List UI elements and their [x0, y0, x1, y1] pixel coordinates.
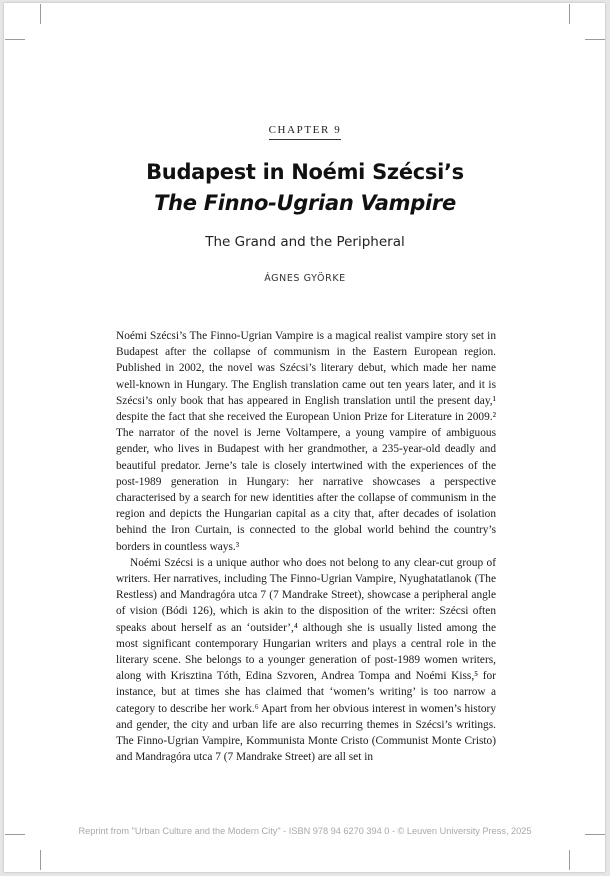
chapter-subtitle: The Grand and the Peripheral	[205, 234, 405, 250]
crop-mark	[585, 39, 605, 40]
crop-mark	[569, 4, 570, 24]
crop-mark	[5, 39, 25, 40]
crop-mark	[569, 850, 570, 870]
paragraph-2: Noémi Szécsi is a unique author who does not belong to any clear-cut group of writers. Her narratives, including The Finno-Ugrian Vampire, Nyughatatlanok (The Restless) and Mandragóra utca 7 (7 Mandrake Street), showcase a peripheral angle of vision (Bódi 126), which is akin to the disposition of the writer: Szécsi often speaks about herself as an ‘outsider’,⁴ although she is usually listed among the most significant contemporary Hungarian writers and plays a central role in the literary scene. She belongs to a younger generation of post-1989 women writers, along with Krisztina Tóth, Edina Szvoren, Andrea Tompa and Noémi Kiss,⁵ for instance, but at times she has claimed that ‘women’s writing’ is too narrow a category to describe her work.⁶ Apart from her obvious interest in women’s history and gender, the city and urban life are also recurring themes in Szécsi’s writings. The Finno-Ugrian Vampire, Kommunista Monte Cristo (Communist Monte Cristo) and Mandragóra utca 7 (7 Mandrake Street) are all set in	[116, 556, 496, 764]
chapter-label-text: CHAPTER 9	[269, 124, 342, 140]
body-text	[116, 328, 496, 765]
chapter-label	[0, 120, 610, 138]
paragraph-1: Noémi Szécsi’s The Finno-Ugrian Vampire is a magical realist vampire story set in Budapest after the collapse of communism in the Eastern European region. Published in 2002, the novel was Szécsi’s literary debut, which made her name well-known in Hungary. The English translation came out ten years later, and it is Szécsi’s only book that has appeared in English translation until the present day,¹ despite the fact that she received the European Union Prize for Literature in 2009.² The narrator of the novel is Jerne Voltampere, a young vampire of ambiguous gender, who lives in Budapest with her grandmother, a 235-year-old deadly and beautiful predator. Jerne’s tale is closely intertwined with the experiences of the post-1989 generation in Hungary: her narrative showcases a perspective characterised by a search for new identities after the collapse of communism in the region and depicts the Hungarian capital as a city that, after decades of isolation behind the Iron Curtain, is connected to the global world behind the country’s borders in countless ways.³	[116, 330, 496, 553]
author-name: ÁGNES GYÖRKE	[264, 273, 346, 284]
reprint-footer: Reprint from "Urban Culture and the Modern City" - ISBN 978 94 6270 394 0 - © Leuven University Press, 2025	[78, 826, 532, 836]
title-line-2: The Finno-Ugrian Vampire	[154, 191, 456, 215]
title-line-1: Budapest in Noémi Szécsi’s	[146, 160, 464, 184]
chapter-title	[0, 157, 610, 219]
crop-mark	[40, 850, 41, 870]
crop-mark	[40, 4, 41, 24]
